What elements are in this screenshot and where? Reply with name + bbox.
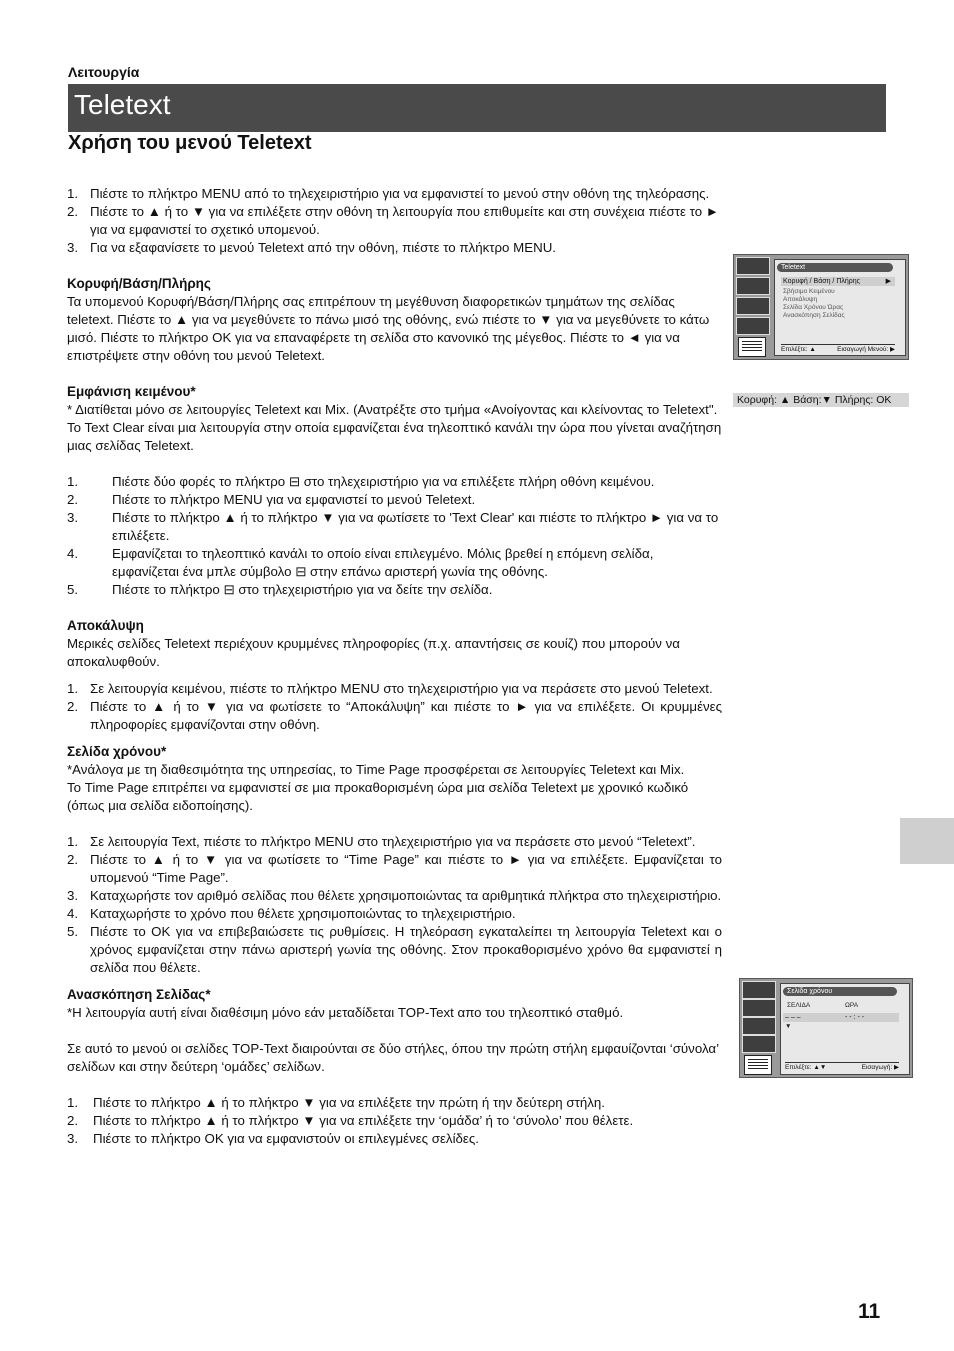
- paragraph: Το Time Page επιτρέπει να εμφανιστεί σε μια προκαθορισμένη ώρα μια σελίδα Teletext με χρονικό κωδικό (όπως μια σελίδα ειδοποίησης).: [67, 780, 689, 813]
- note: * Διατίθεται μόνο σε λειτουργίες Teletext και Mix. (Ανατρέξτε στο τμήμα «Ανοίγοντας και κλείνοντας το Teletext".: [67, 402, 718, 417]
- page-title: Teletext: [74, 89, 171, 120]
- menu-footer: Επιλέξτε: ▲ Εισαγωγή Μενού: ▶: [781, 346, 895, 353]
- paragraph: Τα υπομενού Κορυφή/Βάση/Πλήρης σας επιτρέπουν τη μεγέθυνση διαφορετικών τμημάτων της σελίδας teletext. Πιέστε το ▲ για να μεγεθύνετε το πάνω μισό της οθόνης, ενώ πιέστε το ▼ για να μεγεθύνετε το κάτω μισό. Πιέστε το πλήκτρο OK για να επαναφέρετε τη σελίδα στο κανονικό της μέγεθος. Πιέστε το ◄ για να επιστρέψετε στην οθόνη του μενού Teletext.: [67, 294, 710, 363]
- paragraph: Σε αυτό το μενού οι σελίδες TOP-Text διαιρούνται σε δύο στήλες, όπου την πρώτη στήλη εμφαυίζονται ‘σύνολα’ σελίδων και στην δεύτερη ‘ομάδες’ σελίδων.: [67, 1041, 719, 1074]
- list-item: 2. Πιέστε το πλήκτρο ▲ ή το πλήκτρο ▼ για να επιλέξετε την ‘ομάδα’ ή το ‘σύνολο’ που θέλετε.: [67, 1113, 634, 1128]
- list-item: 2. Πιέστε το ▲ ή το ▼ για να φωτίσετε το “Time Page” και πιέστε το ► για να επιλέξετε. Εμφανίζεται το υπομενού “Time Page”.: [67, 852, 722, 885]
- setup-icon: [742, 1035, 776, 1053]
- menu-item-selected: Κορυφή / Βάση / Πλήρης ▶: [781, 277, 895, 286]
- setup-icon: [736, 317, 770, 335]
- list-item: 5. Πιέστε το OK για να επιβεβαιώσετε τις ρυθμίσεις. Η τηλεόραση εγκαταλείπει τη λειτουργία Teletext και ο χρόνος εμφανίζεται στην πάνω αριστερή γωνία της οθόνης. Στον προκαθορισμένο χρόνο θα εμφανιστεί η σελίδα που θέλετε.: [67, 924, 722, 975]
- list-item: 3. Για να εξαφανίσετε το μενού Teletext από την οθόνη, πιέστε το πλήκτρο MENU.: [67, 240, 556, 255]
- list-item: 1. Πιέστε το πλήκτρο ▲ ή το πλήκτρο ▼ για να επιλέξετε την πρώτη ή την δεύτερη στήλη.: [67, 1095, 605, 1110]
- list-item: 2. Πιέστε το πλήκτρο MENU για να εμφανιστεί το μενού Teletext.: [67, 492, 476, 507]
- page-number: 11: [858, 1300, 881, 1323]
- sound-icon: [742, 999, 776, 1017]
- features-icon: [736, 297, 770, 315]
- section-label: Λειτουργία: [68, 64, 140, 80]
- list-item: 3. Πιέστε το πλήκτρο OK για να εμφανιστούν οι επιλεγμένες σελίδες.: [67, 1131, 479, 1146]
- note: *Ανάλογα με τη διαθεσιμότητα της υπηρεσίας, το Time Page προσφέρεται σε λειτουργίες Teletext και Mix.: [67, 762, 685, 777]
- picture-icon: [742, 981, 776, 999]
- heading-top-bottom-full: Κορυφή/Βάση/Πλήρης: [67, 276, 211, 291]
- menu-item: Ανασκόπηση Σελίδας: [783, 312, 845, 319]
- chapter-tab: [900, 818, 954, 864]
- main-content: [67, 185, 722, 1148]
- text-clear-steps: [67, 473, 722, 599]
- page-subtitle: Χρήση του μενού Teletext: [68, 132, 312, 154]
- list-item: 2. Πιέστε το ▲ ή το ▼ για να επιλέξετε στην οθόνη τη λειτουργία που επιθυμείτε και στη συνέχεια πιέστε το ► για να εμφανιστεί το σχετικό υπομενού.: [67, 204, 719, 237]
- column-label-time: ΩΡΑ: [845, 1002, 859, 1009]
- list-item: 1. Σε λειτουργία κειμένου, πιέστε το πλήκτρο MENU στο τηλεχειριστήριο για να περάσετε στο μενού Teletext.: [67, 681, 713, 696]
- list-item: 4. Εμφανίζεται το τηλεοπτικό κανάλι το οποίο είναι επιλεγμένο. Μόλις βρεθεί η επόμενη σελίδα, εμφανίζεται ένα μπλε σύμβολο ⊟ στην επάνω αριστερή γωνία της οθόνης.: [67, 546, 654, 579]
- list-item: 1. Σε λειτουργία Text, πιέστε το πλήκτρο MENU στο τηλεχειριστήριο για να περάσετε στο μενού “Teletext”.: [67, 834, 696, 849]
- menu-footer: Επιλέξτε: ▲▼ Εισαγωγή: ▶: [785, 1064, 899, 1071]
- time-page-row: – – – - - : - -: [783, 1013, 899, 1022]
- list-item: 5. Πιέστε το πλήκτρο ⊟ στο τηλεχειριστήριο για να δείτε την σελίδα.: [67, 582, 493, 597]
- heading-text-clear: Εμφάνιση κειμένου*: [67, 384, 196, 399]
- time-page-menu-screenshot: [739, 978, 913, 1078]
- heading-page-overview: Ανασκόπηση Σελίδας*: [67, 987, 211, 1002]
- teletext-icon: [744, 1055, 772, 1075]
- heading-time-page: Σελίδα χρόνου*: [67, 744, 167, 759]
- title-bar: [68, 84, 886, 132]
- paragraph: To Text Clear είναι μια λειτουργία στην οποία εμφανίζεται ένα τηλεοπτικό κανάλι την ώρα που γίνεται αναζήτηση μιας σελίδας Teletext.: [67, 420, 722, 453]
- teletext-icon: [738, 337, 766, 357]
- note: *Η λειτουργία αυτή είναι διαθέσιμη μόνο εάν μεταδίδεται TOP-Text απο του τηλεοπτικό σταθμό.: [67, 1005, 624, 1020]
- menu-caption: Κορυφή: ▲ Βάση:▼ Πλήρης: OK: [733, 393, 909, 407]
- list-item: 3. Καταχωρήστε τον αριθμό σελίδας που θέλετε χρησιμοποιώντας τα αριθμητικά πλήκτρα στο τηλεχειριστήριο.: [67, 888, 722, 903]
- teletext-menu-screenshot: [733, 254, 909, 360]
- intro-list: [67, 185, 722, 257]
- page-overview-steps: [67, 1094, 722, 1148]
- heading-reveal: Αποκάλυψη: [67, 618, 144, 633]
- menu-panel: [774, 259, 906, 356]
- column-label-page: ΣΕΛΙΔΑ: [787, 1002, 811, 1009]
- sound-icon: [736, 277, 770, 295]
- list-item: 3. Πιέστε το πλήκτρο ▲ ή το πλήκτρο ▼ για να φωτίσετε το 'Text Clear' και πιέστε το πλήκτρο ► για να το επιλέξετε.: [67, 510, 719, 543]
- time-page-steps: [67, 833, 722, 977]
- list-item: 2. Πιέστε το ▲ ή το ▼ για να φωτίσετε το “Αποκάλυψη” και πιέστε το ► για να επιλέξετε. Οι κρυμμένες πληροφορίες εμφανίζονται στην οθόνη.: [67, 699, 722, 732]
- paragraph: Μερικές σελίδες Teletext περιέχουν κρυμμένες πληροφορίες (π.χ. απαντήσεις σε κουίζ) που μπορούν να αποκαλυφθούν.: [67, 636, 680, 669]
- reveal-steps: [67, 680, 722, 734]
- features-icon: [742, 1017, 776, 1035]
- menu-panel: [780, 983, 910, 1075]
- menu-header: Σελίδα χρόνου: [783, 987, 897, 996]
- menu-header: Teletext: [777, 263, 893, 272]
- menu-item: Αποκάλυψη: [783, 296, 818, 303]
- down-arrow-icon: ▼: [785, 1023, 792, 1030]
- list-item: 1. Πιέστε το πλήκτρο MENU από το τηλεχειριστήριο για να εμφανιστεί το μενού στην οθόνη της τηλεόρασης.: [67, 186, 710, 201]
- list-item: 4. Καταχωρήστε το χρόνο που θέλετε χρησιμοποιώντας το τηλεχειριστήριο.: [67, 906, 516, 921]
- list-item: 1. Πιέστε δύο φορές το πλήκτρο ⊟ στο τηλεχειριστήριο για να επιλέξετε πλήρη οθόνη κειμένου.: [67, 474, 655, 489]
- menu-item: Σελίδα Χρόνου Ώρας: [783, 304, 844, 311]
- picture-icon: [736, 257, 770, 275]
- menu-item: Σβήσιμο Κειμένου: [783, 288, 835, 295]
